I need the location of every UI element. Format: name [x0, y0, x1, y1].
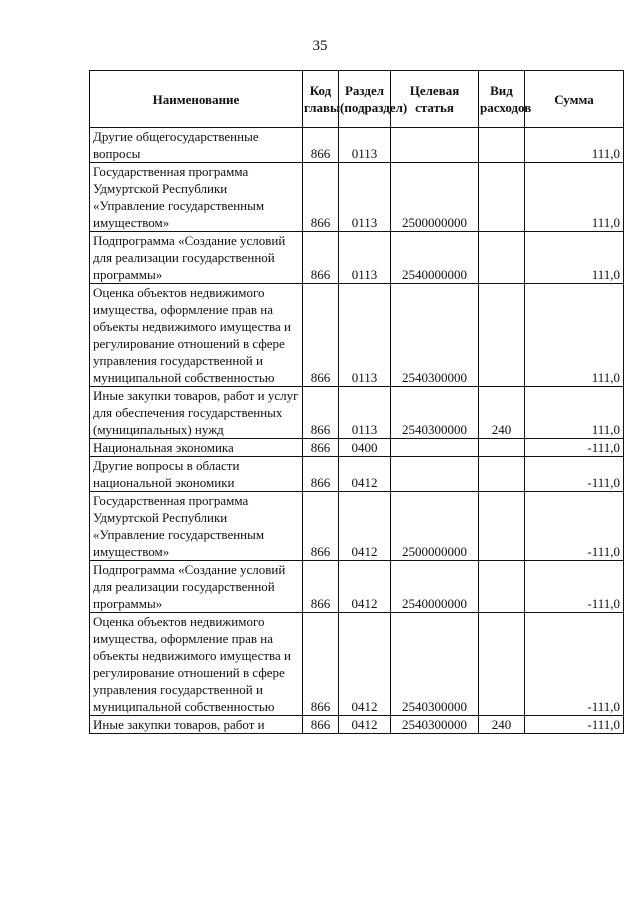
cell-vid: [479, 492, 525, 561]
cell-razdel: 0412: [339, 457, 391, 492]
cell-target: 2540300000: [391, 284, 479, 387]
cell-name: Иные закупки товаров, работ и: [90, 716, 303, 734]
cell-name: Оценка объектов недвижимого имущества, оформление прав на объекты недвижимого имущества и регулирование отношений в сфере управления государственной и муниципальной собственностью: [90, 613, 303, 716]
table-row: [90, 232, 624, 284]
cell-sum: -111,0: [525, 561, 624, 613]
cell-kod: 866: [303, 613, 339, 716]
cell-vid: 240: [479, 716, 525, 734]
cell-razdel: 0412: [339, 716, 391, 734]
header-kod: Код главы: [303, 71, 339, 128]
cell-razdel: 0113: [339, 163, 391, 232]
cell-name: Иные закупки товаров, работ и услуг для обеспечения государственных (муниципальных) нужд: [90, 387, 303, 439]
cell-target: [391, 457, 479, 492]
cell-name: Национальная экономика: [90, 439, 303, 457]
table-row: [90, 284, 624, 387]
cell-vid: [479, 613, 525, 716]
cell-sum: -111,0: [525, 613, 624, 716]
cell-razdel: 0400: [339, 439, 391, 457]
cell-razdel: 0113: [339, 387, 391, 439]
cell-target: [391, 128, 479, 163]
table-row: [90, 387, 624, 439]
cell-name: Другие вопросы в области национальной экономики: [90, 457, 303, 492]
cell-name: Подпрограмма «Создание условий для реализации государственной программы»: [90, 232, 303, 284]
cell-sum: 111,0: [525, 232, 624, 284]
cell-razdel: 0412: [339, 613, 391, 716]
header-sum: Сумма: [525, 71, 624, 128]
table-row: [90, 613, 624, 716]
cell-razdel: 0412: [339, 561, 391, 613]
cell-name: Подпрограмма «Создание условий для реализации государственной программы»: [90, 561, 303, 613]
cell-sum: 111,0: [525, 387, 624, 439]
table-row: [90, 439, 624, 457]
cell-sum: 111,0: [525, 128, 624, 163]
cell-kod: 866: [303, 387, 339, 439]
cell-name: Государственная программа Удмуртской Республики «Управление государственным имуществом»: [90, 163, 303, 232]
cell-vid: [479, 163, 525, 232]
cell-vid: [479, 284, 525, 387]
table-row: [90, 561, 624, 613]
cell-kod: 866: [303, 716, 339, 734]
cell-vid: [479, 439, 525, 457]
page-number: 35: [312, 38, 328, 54]
cell-vid: [479, 457, 525, 492]
budget-table: [89, 70, 624, 734]
cell-kod: 866: [303, 232, 339, 284]
header-target: Целевая статья: [391, 71, 479, 128]
cell-vid: 240: [479, 387, 525, 439]
cell-kod: 866: [303, 561, 339, 613]
table-row: [90, 716, 624, 734]
cell-razdel: 0113: [339, 284, 391, 387]
cell-name: Другие общегосударственные вопросы: [90, 128, 303, 163]
cell-kod: 866: [303, 457, 339, 492]
cell-target: [391, 439, 479, 457]
cell-kod: 866: [303, 439, 339, 457]
cell-vid: [479, 561, 525, 613]
cell-kod: 866: [303, 284, 339, 387]
cell-target: 2540300000: [391, 613, 479, 716]
cell-sum: -111,0: [525, 492, 624, 561]
cell-sum: -111,0: [525, 457, 624, 492]
header-razdel: Раздел (подраздел): [339, 71, 391, 128]
cell-target: 2540300000: [391, 387, 479, 439]
cell-kod: 866: [303, 492, 339, 561]
cell-sum: 111,0: [525, 284, 624, 387]
cell-sum: 111,0: [525, 163, 624, 232]
table-header-row: [90, 71, 624, 128]
cell-target: 2540300000: [391, 716, 479, 734]
cell-target: 2540000000: [391, 561, 479, 613]
cell-vid: [479, 232, 525, 284]
cell-target: 2500000000: [391, 163, 479, 232]
table-row: [90, 457, 624, 492]
cell-target: 2500000000: [391, 492, 479, 561]
cell-kod: 866: [303, 128, 339, 163]
cell-sum: -111,0: [525, 716, 624, 734]
cell-target: 2540000000: [391, 232, 479, 284]
cell-sum: -111,0: [525, 439, 624, 457]
table-row: [90, 163, 624, 232]
cell-razdel: 0113: [339, 232, 391, 284]
header-vid: Вид расходов: [479, 71, 525, 128]
cell-name: Оценка объектов недвижимого имущества, оформление прав на объекты недвижимого имущества и регулирование отношений в сфере управления государственной и муниципальной собственностью: [90, 284, 303, 387]
cell-kod: 866: [303, 163, 339, 232]
cell-razdel: 0113: [339, 128, 391, 163]
table-row: [90, 128, 624, 163]
table-row: [90, 492, 624, 561]
cell-vid: [479, 128, 525, 163]
cell-name: Государственная программа Удмуртской Республики «Управление государственным имуществом»: [90, 492, 303, 561]
header-name: Наименование: [90, 71, 303, 128]
cell-razdel: 0412: [339, 492, 391, 561]
